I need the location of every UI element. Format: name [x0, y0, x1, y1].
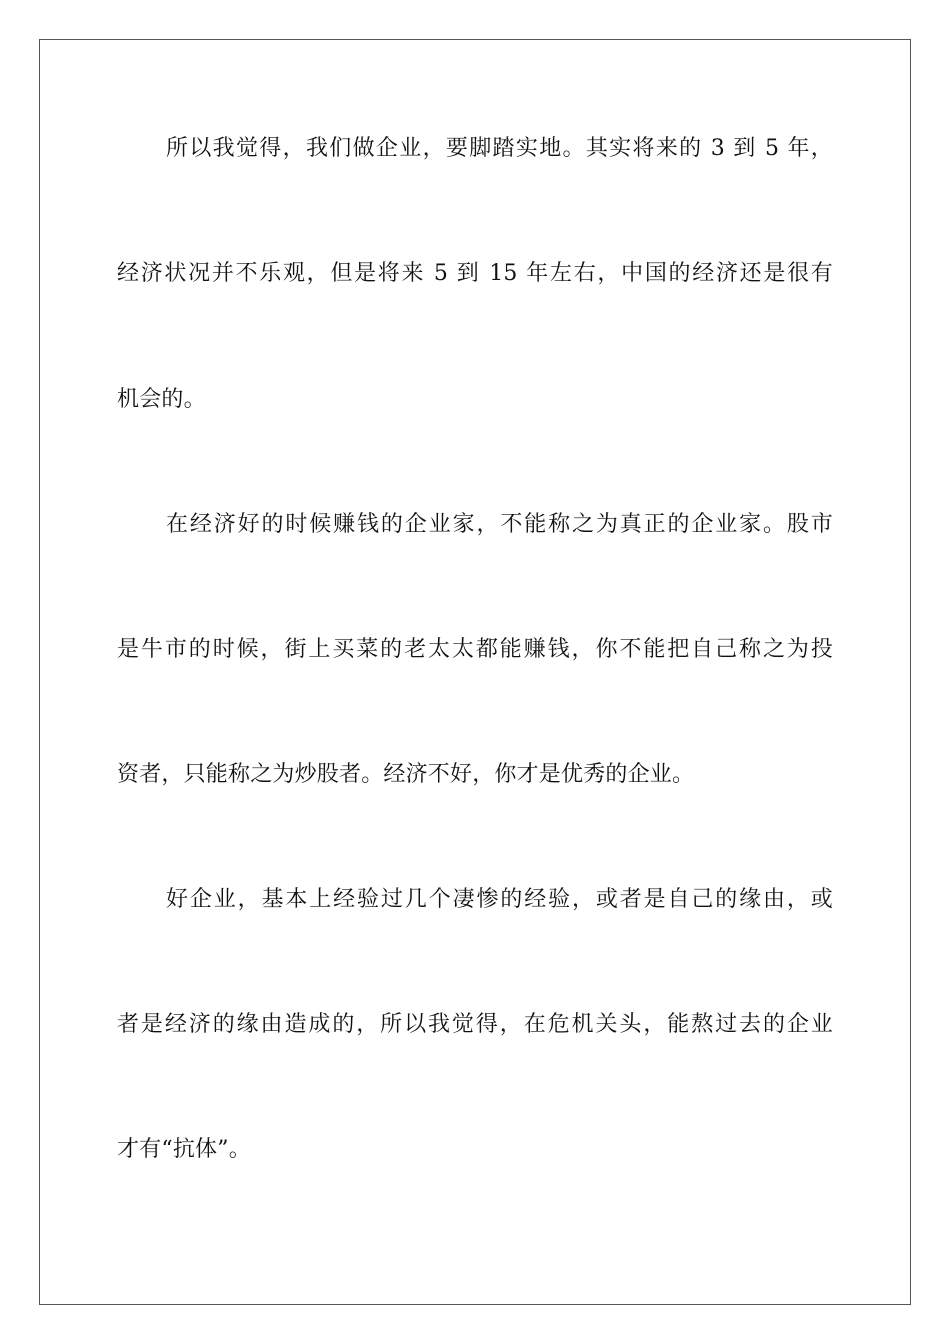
text-line: 经济状况并不乐观，但是将来 5 到 15 年左右，中国的经济还是很有	[117, 261, 833, 286]
text-line: 机会的。	[117, 387, 206, 412]
text-line: 是牛市的时候，街上买菜的老太太都能赚钱，你不能把自己称之为投	[117, 637, 833, 662]
text-line: 才有“抗体”。	[117, 1137, 251, 1162]
text-line: 所以我觉得，我们做企业，要脚踏实地。其实将来的 3 到 5 年，	[166, 136, 833, 161]
text-line: 在经济好的时候赚钱的企业家，不能称之为真正的企业家。股市	[166, 512, 833, 537]
text-line: 资者，只能称之为炒股者。经济不好，你才是优秀的企业。	[117, 762, 695, 787]
page-border	[39, 39, 911, 1305]
text-line: 者是经济的缘由造成的，所以我觉得，在危机关头，能熬过去的企业	[117, 1012, 833, 1037]
text-line: 好企业，基本上经验过几个凄惨的经验，或者是自己的缘由，或	[166, 887, 833, 912]
